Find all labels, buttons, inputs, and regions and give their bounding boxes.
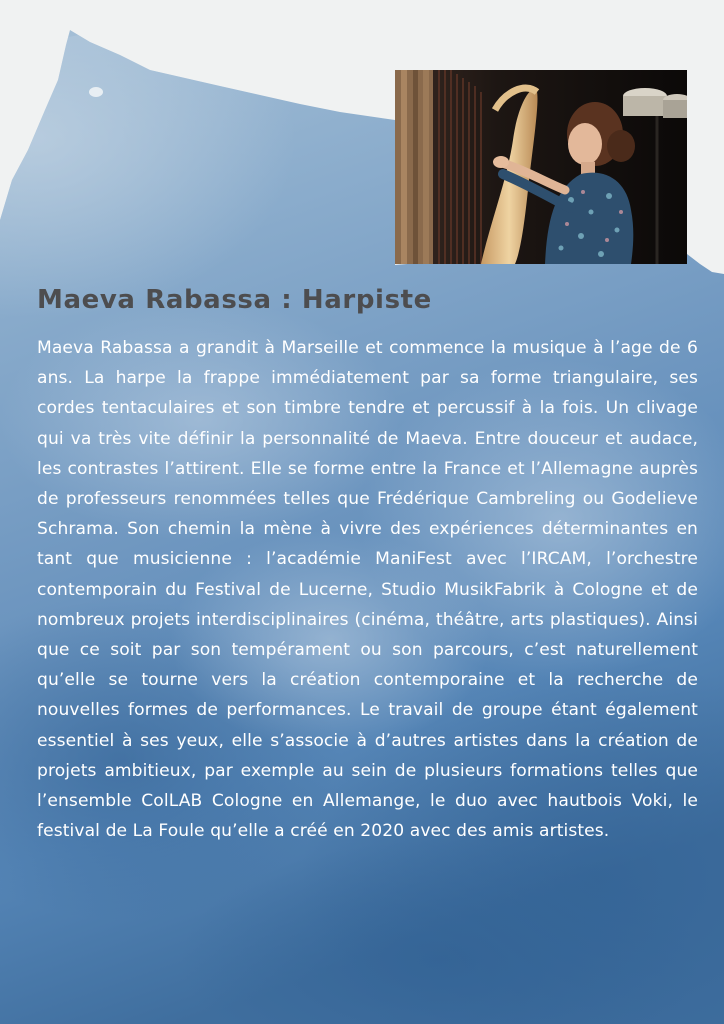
page-title: Maeva Rabassa : Harpiste bbox=[37, 285, 432, 315]
harpist-photo bbox=[395, 70, 687, 264]
biography-text: Maeva Rabassa a grandit à Marseille et commence la musique à l’age de 6 ans. La harpe la frappe immédiatement par sa forme triangulaire, ses cordes tentaculaires et son timbre tendre et percussif à la fois. Un clivage qui va très vite définir la personnalité de Maeva. Entre douceur et audace, les contrastes l’attirent. Elle se forme entre la France et l’Allemagne auprès de professeurs renommées telles que Frédérique Cambreling ou Godelieve Schrama. Son chemin la mène à vivre des expériences déterminantes en tant que musicienne : l’académie ManiFest avec l’IRCAM, l’orchestre contemporain du Festival de Lucerne, Studio MusikFabrik à Cologne et de nombreux projets interdisciplinaires (cinéma, théâtre, arts plastiques). Ainsi que ce soit par son tempérament ou son parcours, c’est naturellement qu’elle se tourne vers la création contemporaine et la recherche de nouvelles formes de performances. Le travail de groupe étant également essentiel à ses yeux, elle s’associe à d’autres artistes dans la création de projets ambitieux, par exemple au sein de plusieurs formations telles que l’ensemble ColLAB Cologne en Allemange, le duo avec hautbois Voki, le festival de La Foule qu’elle a créé en 2020 avec des amis artistes. bbox=[37, 338, 698, 842]
watercolor-speck bbox=[89, 87, 103, 97]
